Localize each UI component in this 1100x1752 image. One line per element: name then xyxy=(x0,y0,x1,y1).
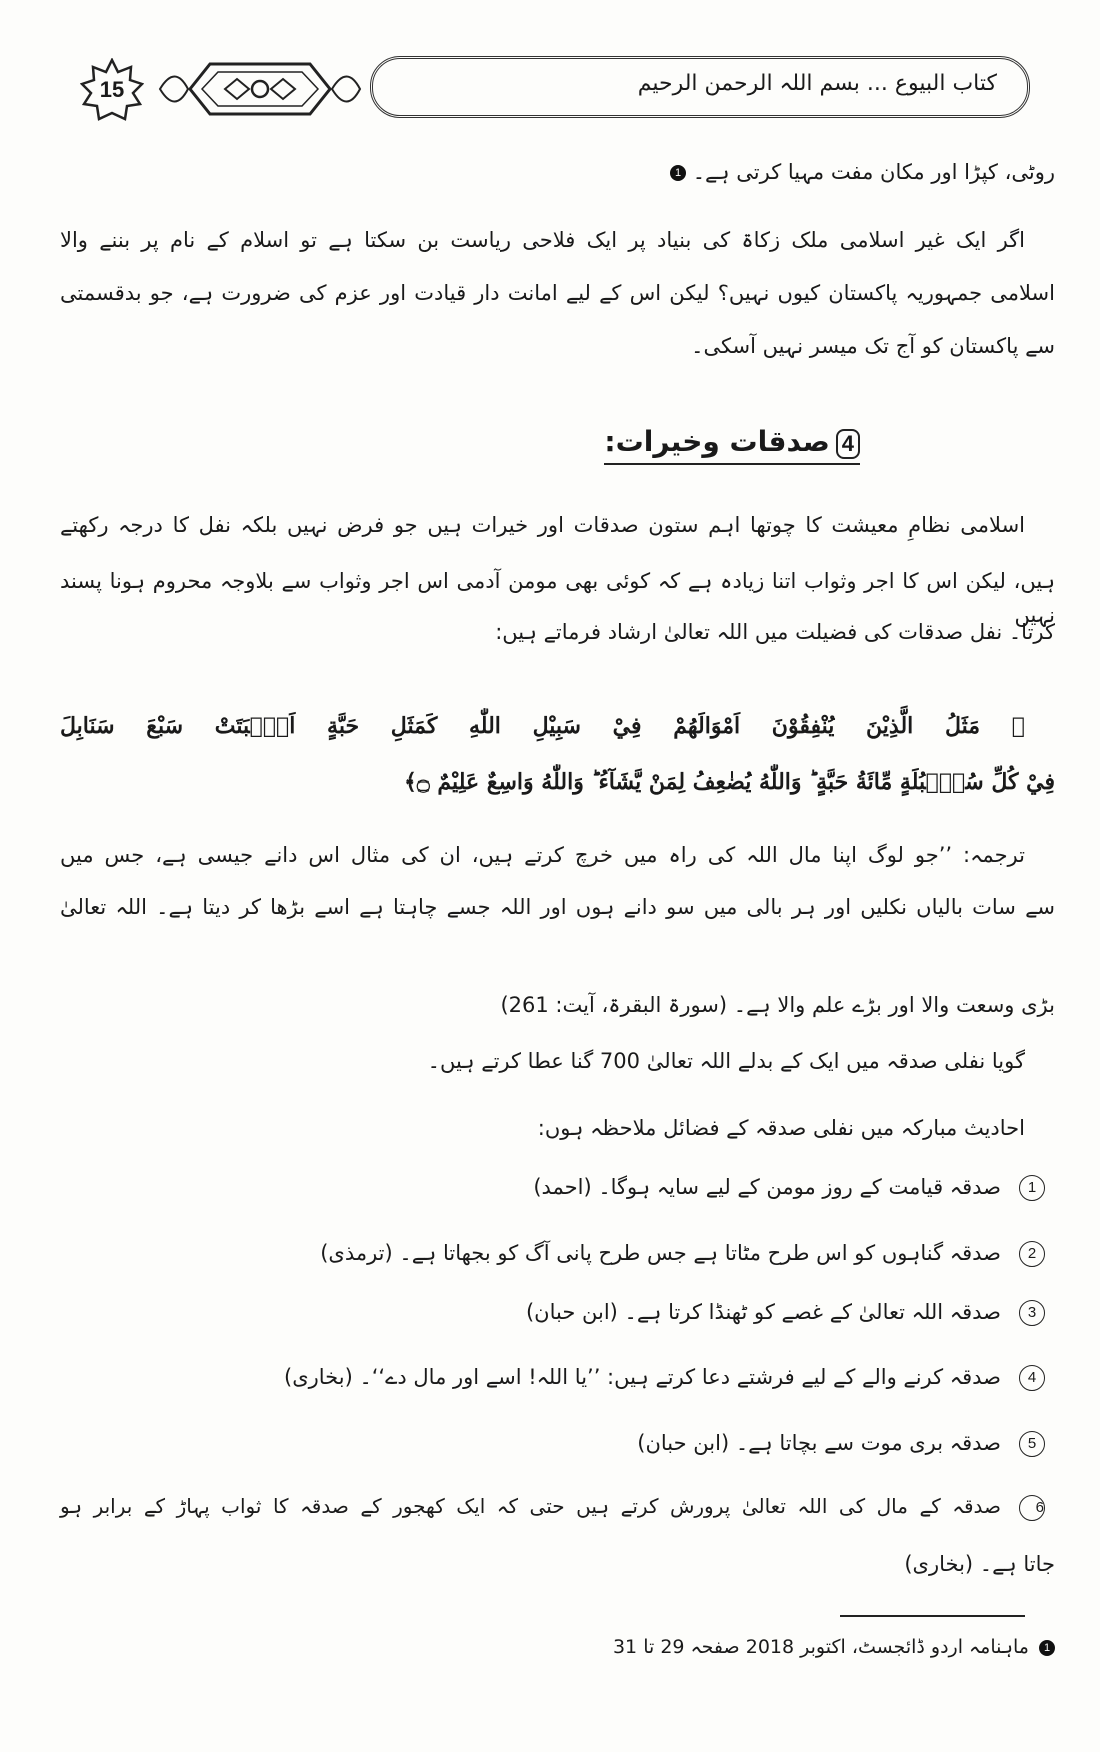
footnote-marker: 1 xyxy=(670,165,686,181)
translation-line: سے سات بالیاں نکلیں اور ہر بالی میں سو دانے ہوں اور اللہ جسے چاہتا ہے اسے بڑھا کر دیتا ہے۔ اللہ تعالیٰ xyxy=(60,895,1055,919)
footnote: 1 ماہنامہ اردو ڈائجسٹ، اکتوبر 2018 صفحہ 29 تا 31 xyxy=(60,1636,1055,1658)
header-title-frame xyxy=(370,56,1030,118)
translation-line: ترجمہ: ’’جو لوگ اپنا مال اللہ کی راہ میں خرچ کرتے ہیں، ان کی مثال اس دانے جیسی ہے، جس میں xyxy=(60,843,1025,867)
section-heading: 4صدقات وخیرات: xyxy=(604,425,860,465)
paragraph-line: گویا نفلی صدقہ میں ایک کے بدلے اللہ تعالیٰ 700 گنا عطا کرتے ہیں۔ xyxy=(427,1049,1025,1073)
footnote-divider xyxy=(840,1615,1025,1617)
hadith-list-item: 1صدقہ قیامت کے روز مومن کے لیے سایہ ہوگا۔ (احمد) xyxy=(60,1170,1045,1204)
paragraph-line: اگر ایک غیر اسلامی ملک زکاۃ کی بنیاد پر ایک فلاحی ریاست بن سکتا ہے تو اسلام کے نام پر بننے والا xyxy=(60,228,1025,252)
page-header xyxy=(70,50,1060,130)
paragraph-line: اسلامی جمہوریہ پاکستان کیوں نہیں؟ لیکن اس کے لیے امانت دار قیادت اور عزم کی ضرورت ہے، جو بدقسمتی xyxy=(60,281,1055,305)
paragraph-line: احادیث مبارکہ میں نفلی صدقہ کے فضائل ملاحظہ ہوں: xyxy=(537,1116,1025,1140)
paragraph-line: ہیں، لیکن اس کا اجر وثواب اتنا زیادہ ہے کہ کوئی بھی مومن آدمی اس اجر وثواب سے بلاوجہ محروم ہونا پسند نہیں xyxy=(60,569,1055,627)
paragraph-line: کرتا۔ نفل صدقات کی فضیلت میں اللہ تعالیٰ ارشاد فرماتے ہیں: xyxy=(495,620,1055,644)
hadith-list-item: 6صدقہ کے مال کی اللہ تعالیٰ پرورش کرتے ہیں حتی کہ ایک کھجور کے صدقہ کا ثواب پہاڑ کے برابر ہو xyxy=(60,1489,1045,1523)
hadith-list-item-continuation: جاتا ہے۔ (بخاری) xyxy=(904,1552,1055,1576)
paragraph-line: سے پاکستان کو آج تک میسر نہیں آسکی۔ xyxy=(691,334,1055,358)
page-number: 15 xyxy=(99,77,125,102)
hadith-list-item: 2صدقہ گناہوں کو اس طرح مٹاتا ہے جس طرح پانی آگ کو بجھاتا ہے۔ (ترمذی) xyxy=(60,1236,1045,1270)
intro-line: روٹی، کپڑا اور مکان مفت مہیا کرتی ہے۔ 1 xyxy=(60,155,1055,189)
translation-line: بڑی وسعت والا اور بڑے علم والا ہے۔ (سورۃ البقرۃ، آیت: 261) xyxy=(500,993,1055,1017)
quran-ayah-line: فِيْ كُلِّ سُنْۢبُلَةٍ مِّائَةُ حَبَّةٍ ؕ وَاللّٰهُ يُضٰعِفُ لِمَنْ يَّشَآءُ ؕ وَاللّٰهُ وَاسِعٌ عَلِيْمٌ ۝﴾ xyxy=(403,769,1055,795)
hadith-list-item: 3صدقہ اللہ تعالیٰ کے غصے کو ٹھنڈا کرتا ہے۔ (ابن حبان) xyxy=(60,1295,1045,1329)
paragraph-line: اسلامی نظامِ معیشت کا چوتھا اہم ستون صدقات اور خیرات ہیں جو فرض نہیں بلکہ نفل کا درجہ رکھتے xyxy=(60,513,1025,537)
hadith-list-item: 4صدقہ کرنے والے کے لیے فرشتے دعا کرتے ہیں: ’’یا اللہ! اسے اور مال دے‘‘۔ (بخاری) xyxy=(60,1360,1045,1394)
hadith-list-item: 5صدقہ بری موت سے بچاتا ہے۔ (ابن حبان) xyxy=(60,1426,1045,1460)
quran-ayah-line: ﴿ مَثَلُ الَّذِيْنَ يُنْفِقُوْنَ اَمْوَالَهُمْ فِيْ سَبِيْلِ اللّٰهِ كَمَثَلِ حَبَّةٍ اَنْۢبَتَتْ سَبْعَ سَنَابِلَ xyxy=(60,713,1025,739)
ornament-icon xyxy=(150,54,365,124)
header-title: کتاب البیوع ... بسم اللہ الرحمن الرحیم xyxy=(637,71,997,96)
